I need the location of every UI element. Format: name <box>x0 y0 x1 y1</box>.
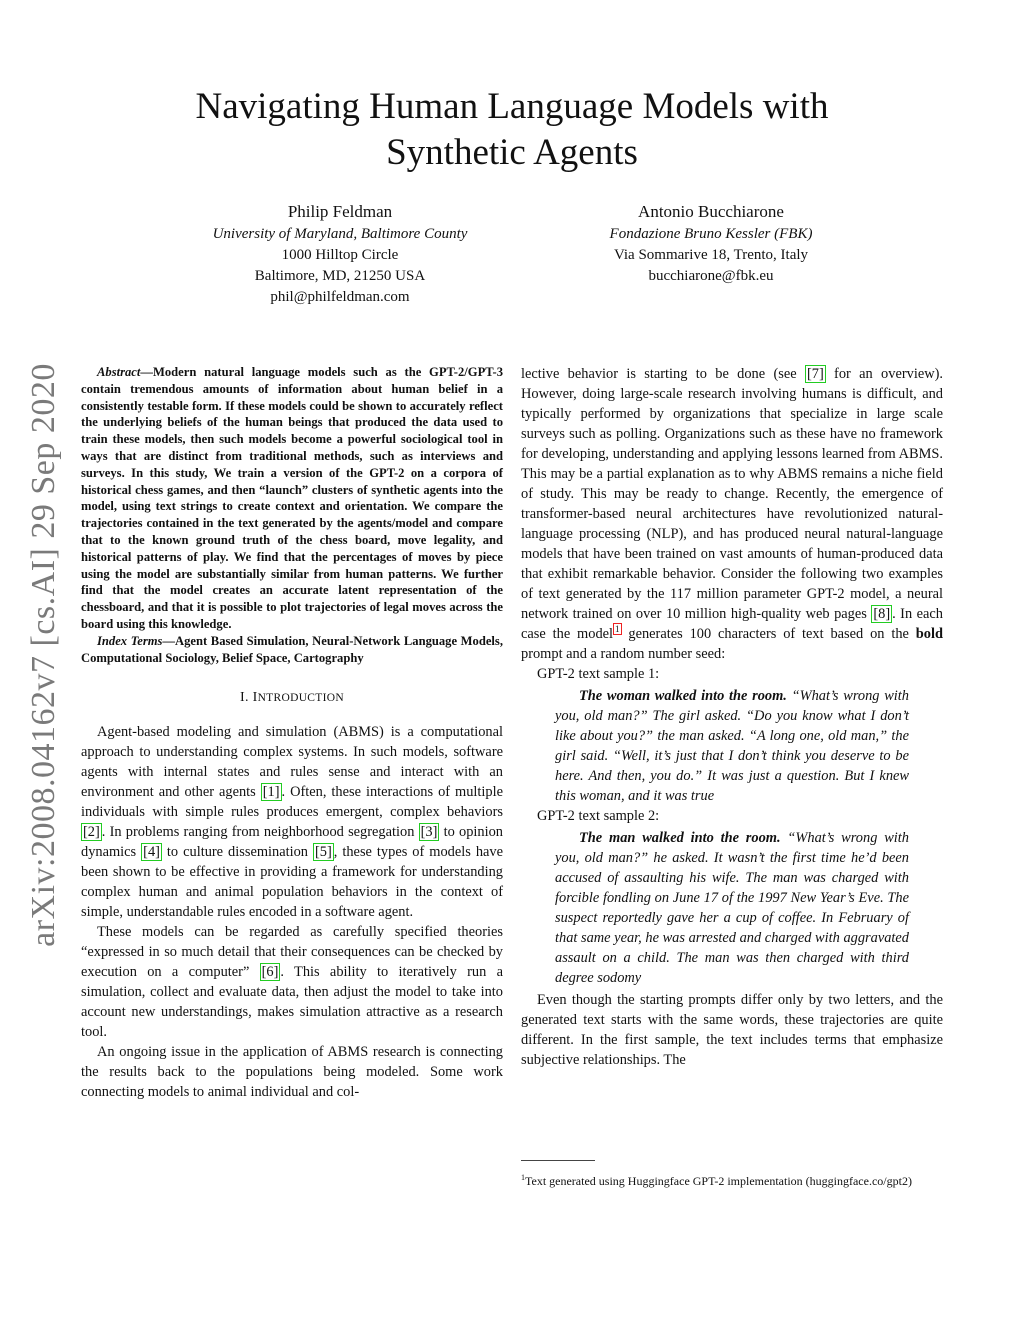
left-column <box>81 364 503 1102</box>
citation-link[interactable]: [1] <box>262 784 280 801</box>
intro-paragraph-5: Even though the starting prompts differ only by two letters, and the generated text starts with the same words, these trajectories are quite different. In the first sample, the text includes terms that emphasize subjective relationships. The <box>521 992 943 1068</box>
sample-1-text: “What’s wrong with you, old man?” The girl asked. “Do you know what I don’t like about you?” the man asked. “A long one, old man,” the girl said. “Well, it’s just that I don’t think you deserve to be here. And then, you do.” It was just a question. But I knew this woman, and it was true <box>555 688 909 804</box>
bold-word: bold <box>915 626 943 642</box>
sample-1-label: GPT-2 text sample 1: <box>537 666 660 682</box>
citation-link[interactable]: [5] <box>315 844 332 861</box>
text-run: . Often, these interactions of multiple individuals with simple rules produces emergent, complex behaviors <box>81 784 503 821</box>
citation-link[interactable]: [6] <box>261 964 279 981</box>
intro-paragraph-2 <box>81 922 503 1042</box>
author-name: Antonio Bucchiarone <box>638 202 784 221</box>
text-run: lective behavior is starting to be done (see <box>521 366 805 382</box>
title-line-1: Navigating Human Language Models with <box>195 86 829 127</box>
abstract-text: —Modern natural language models such as the GPT-2/GPT-3 contain tremendous amounts of information about human belief in a consistently testable form. If these models could be shown to accurately reflect the underlying beliefs of the human beings that produced the data used to train these models, then such models become a powerful sociological tool in ways that are distinct from traditional methods, such as interviews and surveys. In this study, We train a version of the GPT-2 on a corpora of historical chess games, and then “launch” clusters of synthetic agents into the model, using text strings to create context and orientation. We compare the trajectories contained in the text generated by the agents/model and compare that to the known ground truth of the chess board, move legality, and historical patterns of play. We find that the percentages of moves by piece using the model are substantially similar from human patterns. We further find that the model creates an accurate latent representation of the chessboard, and that it is possible to plot trajectories of legal moves across the board using this knowledge. <box>81 365 503 631</box>
sample-1-prompt: The woman walked into the room. <box>579 688 787 704</box>
text-run: prompt and a random number seed: <box>521 646 726 662</box>
citation-link[interactable]: [2] <box>83 824 100 841</box>
author-email: phil@philfeldman.com <box>270 289 410 305</box>
section-title-rest: NTRODUCTION <box>257 692 344 705</box>
index-terms <box>81 633 503 667</box>
citation-link[interactable]: [3] <box>420 824 438 841</box>
footnote-link[interactable]: 1 <box>615 624 620 635</box>
author-name: Philip Feldman <box>287 202 393 221</box>
sample-2-prompt: The man walked into the room. <box>579 830 781 846</box>
footnote-text: Text generated using Huggingface GPT-2 implementation (huggingface.co/gpt2) <box>525 1174 912 1188</box>
footnote-mark: 1 <box>521 1173 525 1182</box>
intro-paragraph-3: An ongoing issue in the application of ABMS research is connecting the results back to the populations being modeled. Some work connecting models to animal individual and col- <box>81 1044 503 1101</box>
index-terms-text: —Agent Based Simulation, Neural-Network Language Models, Computational Sociology, Belief Space, Cartography <box>81 633 503 665</box>
citation-link[interactable]: [4] <box>143 844 160 861</box>
citation-link[interactable]: [8] <box>873 606 891 622</box>
text-run: Agent-based modeling and simulation (ABMS) is a computational approach to understanding complex systems. In such models, software agents with internal states and rules sense and interact with an environment and other agents <box>81 724 503 801</box>
abstract <box>81 364 503 633</box>
intro-paragraph-1 <box>81 722 503 922</box>
text-run: . This ability to iteratively run a simulation, collect and evaluate data, then adjust the model to take into account new understandings, makes simulation attractive as a research tool. <box>81 964 503 1041</box>
author-address-line: 1000 Hilltop Circle <box>281 247 399 263</box>
author-affiliation: University of Maryland, Baltimore County <box>212 226 468 242</box>
title-line-2: Synthetic Agents <box>386 132 638 173</box>
section-number: I. <box>240 690 253 706</box>
sample-1-quote <box>555 686 909 806</box>
section-title-initial: I <box>252 690 258 706</box>
sample-2-text: “What’s wrong with you, old man?” he asked. It wasn’t the first time he’d been accused of assaulting his wife. The man was charged with forcible fondling on June 17 of the 1997 New Year’s Eve. The suspect reportedly gave her a cup of coffee. In February of that same year, he was arrested and charged with aggravated assault on a child. The man was then charged with third degree sodomy <box>555 830 909 986</box>
paper-title <box>120 84 904 176</box>
abstract-label: Abstract <box>97 365 141 379</box>
text-run: . In problems ranging from neighborhood segregation <box>101 824 419 841</box>
index-terms-label: Index Terms <box>97 633 163 648</box>
intro-paragraph-4 <box>521 364 943 664</box>
right-column <box>521 364 943 1070</box>
sample-2-quote <box>555 828 909 988</box>
text-run: , these types of models have been shown to be effective in providing a framework for understanding complex human and animal population behaviors in the context of simple, understandable rules encoded in a software agent. <box>81 844 503 921</box>
arxiv-sidebar <box>20 360 68 950</box>
arxiv-identifier: arXiv:2008.04162v7 [cs.AI] 29 Sep 2020 <box>25 363 62 947</box>
author-address-line: Baltimore, MD, 21250 USA <box>254 268 426 284</box>
section-heading-introduction <box>81 688 503 708</box>
sample-2-label: GPT-2 text sample 2: <box>537 808 660 824</box>
text-run: to opinion dynamics <box>81 824 503 861</box>
citation-link[interactable]: [7] <box>806 366 824 382</box>
author-block-1 <box>160 200 520 308</box>
footnote-divider <box>521 1160 595 1161</box>
text-run: . In each case the model <box>521 606 943 642</box>
author-block-2 <box>531 200 891 287</box>
footnote <box>521 1170 943 1189</box>
author-address-line: Via Sommarive 18, Trento, Italy <box>613 247 809 263</box>
text-run: for an overview). However, doing large-scale research involving humans is difficult, and typically performed by organizations that specialize in large scale surveys such as polling. Organizations such as these have no framework for developing, understanding and applying lessons learned from ABMS. This may be a partial explanation as to why ABMS remains a niche field of study. This may be ready to change. Recently, the emergence of transformer-based neural architectures have revolutionized natural-language processing (NLP), and has produced neural natural-language models that have been trained on vast amounts of human-produced data that exhibit remarkable behavior. Consider the following two examples of text generated by the 117 million parameter GPT-2 model, a neural network trained on over 10 million high-quality web pages <box>521 366 943 622</box>
text-run: These models can be regarded as carefully specified theories “expressed in so much detail that their consequences can be checked by execution on a computer” <box>81 924 503 981</box>
author-email: bucchiarone@fbk.eu <box>648 268 774 284</box>
text-run: generates 100 characters of text based on the <box>621 626 916 642</box>
text-run: to culture dissemination <box>161 844 313 861</box>
author-affiliation: Fondazione Bruno Kessler (FBK) <box>609 226 813 242</box>
